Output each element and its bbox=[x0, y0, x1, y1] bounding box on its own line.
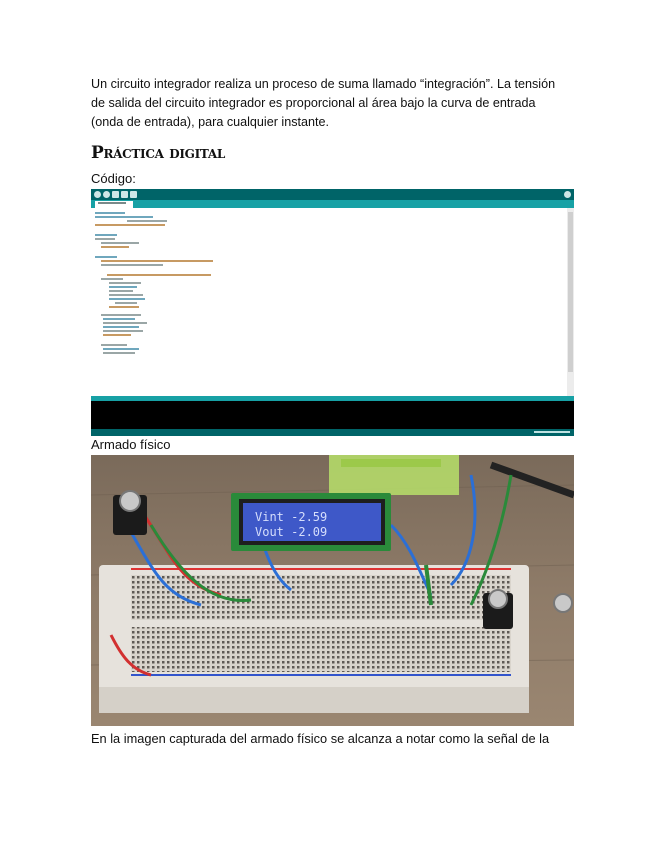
save-file-icon bbox=[130, 191, 137, 198]
open-file-icon bbox=[121, 191, 128, 198]
code-editor bbox=[91, 208, 567, 408]
sketch-tab bbox=[95, 201, 133, 208]
section-heading: Práctica digital bbox=[91, 143, 226, 163]
code-label: Código: bbox=[91, 171, 136, 186]
ide-status-bar bbox=[91, 429, 574, 436]
verify-icon bbox=[94, 191, 101, 198]
new-file-icon bbox=[112, 191, 119, 198]
lcd-line-2: Vout -2.09 bbox=[255, 525, 328, 539]
ide-toolbar bbox=[91, 189, 574, 200]
build-label: Armado físico bbox=[91, 437, 171, 452]
arduino-ide-screenshot bbox=[91, 189, 574, 436]
ide-tab-bar bbox=[91, 200, 574, 208]
intro-paragraph: Un circuito integrador realiza un proceso de suma llamado “integración”. La tensión de salida del circuito integrador es proporcional al área bajo la curva de entrada (onda de entrada), para cualquier instante. bbox=[91, 77, 556, 129]
serial-monitor-icon bbox=[564, 191, 571, 198]
ide-console bbox=[91, 401, 574, 429]
editor-scrollbar bbox=[567, 208, 574, 408]
upload-icon bbox=[103, 191, 110, 198]
breadboard-photo-drawing bbox=[91, 455, 574, 726]
closing-paragraph: En la imagen capturada del armado físico se alcanza a notar como la señal de la bbox=[91, 731, 550, 746]
breadboard-photo bbox=[91, 455, 574, 726]
lcd-line-1: Vint -2.59 bbox=[255, 510, 328, 524]
